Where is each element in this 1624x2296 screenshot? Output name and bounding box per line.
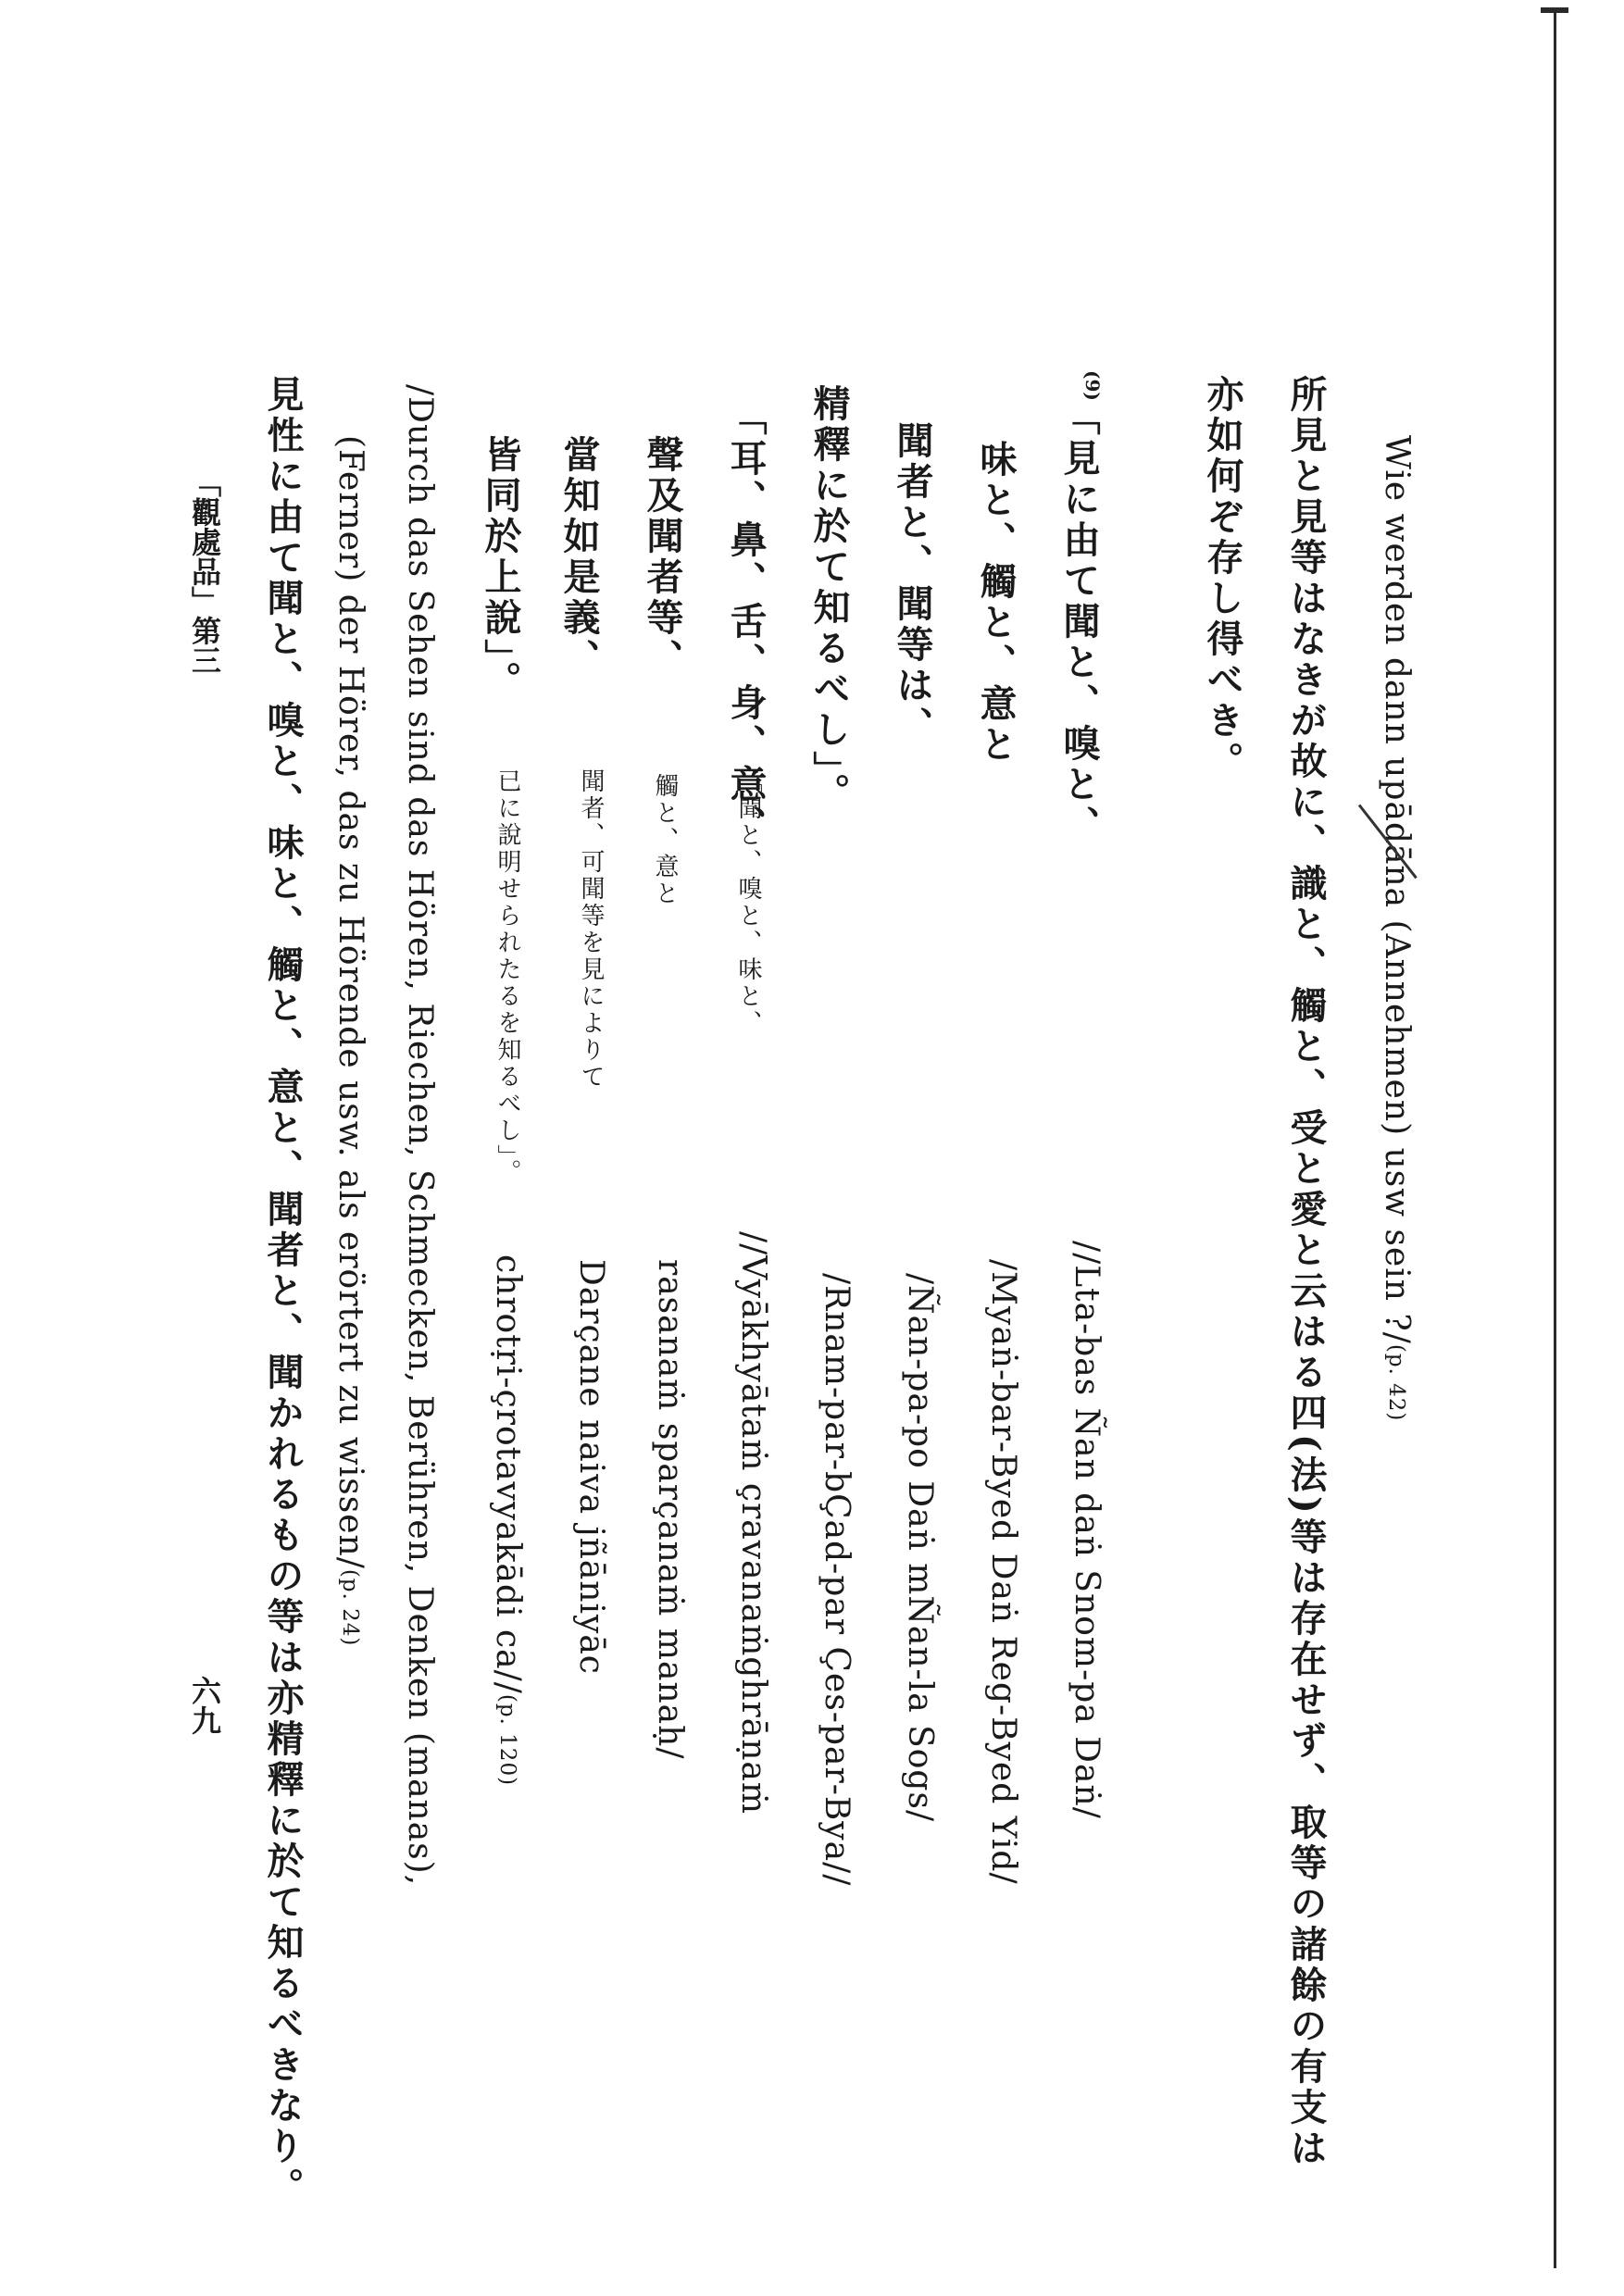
text-line: Wie werden dann upādāna (Annehmen) usw sein ?/: [1378, 435, 1416, 1344]
gloss-line-2: 觸と、意と: [651, 773, 679, 907]
verse-line-1: 「見に由て聞と、嗅と、: [1057, 398, 1101, 846]
gloss-line-4: 已に說明せられたるを知るべし」。: [493, 768, 521, 1186]
gloss-line-1: 「聞と、嗅と、味と、: [734, 768, 762, 1037]
gloss-line-3: 聞者、可聞等を見によりて: [577, 768, 605, 1091]
sanskrit-line-3: Darçane naiva jñāniyāc: [572, 1259, 610, 1675]
chinese-verse-line-4: 皆同於上說」。: [479, 435, 522, 702]
japanese-translation-line: 見性に由て聞と、嗅と、味と、觸と、意と、聞者と、聞かれるもの等は亦精釋に於て知るべきなり。: [261, 375, 305, 2208]
verse-line-4: 精釋に於て知るべし」。: [807, 384, 851, 814]
text-line: chrotṛi-çrotavyakādi ca//: [489, 1254, 527, 1694]
tibetan-line-4: /Rnam-par-bÇad-par Çes-par-Bya//: [818, 1273, 856, 1887]
japanese-commentary-line-end: 亦如何ぞ存し得べき。: [1201, 375, 1244, 782]
running-head: 「觀處品」第三: [187, 468, 222, 675]
verse-line-3: 聞者と、聞等は、: [891, 421, 934, 747]
german-translation-line-1: /Durch das Sehen sind das Hören, Riechen, Schmecken, Berühren, Denken (manas),: [401, 384, 439, 1887]
page-number: 六九: [187, 1676, 222, 1735]
chinese-verse-line-2: 聲及聞者等、: [641, 435, 684, 680]
page-reference: (p. 42): [1384, 1343, 1408, 1422]
german-translation-line-2: [333, 435, 367, 1646]
sanskrit-line-1: //Vyākhyātaṁ çravanaṁghrāṇaṁ: [734, 1231, 772, 1816]
text-line: (Ferner) der Hörer, das zu Hörende usw. als erörtert zu wissen/: [331, 435, 369, 1569]
chinese-verse-line-1: 「耳、鼻、舌、身、意、: [724, 398, 768, 846]
page-reference: (p. 24): [338, 1568, 362, 1647]
page-edge-rule: [1554, 9, 1556, 2268]
japanese-commentary-line: 所見と見等はなきが故に、識と、觸と、受と愛と云はる四(法)等は存在せず、取等の諸餘の有支は: [1284, 375, 1328, 2169]
tibetan-line-2: /Myaṅ-bar-Byed Daṅ Reg-Byed Yid/: [984, 1259, 1022, 1885]
chinese-verse-line-3: 當知如是義、: [557, 435, 601, 680]
german-line-upadana: [1378, 435, 1416, 1422]
sanskrit-line-4: [489, 1254, 527, 1787]
page-reference: (p. 120): [495, 1693, 519, 1787]
verse-line-2: 味と、觸と、意と: [974, 440, 1018, 766]
tibetan-line-1: //Lta-bas Ñan daṅ Snom-pa Daṅ/: [1068, 1241, 1106, 1819]
sanskrit-line-2: rasanaṁ sparçanaṁ manaḥ/: [651, 1259, 689, 1760]
verse-number: (9): [1081, 370, 1104, 401]
tibetan-line-3: /Ñan-pa-po Daṅ mÑan-la Sogs/: [901, 1273, 939, 1823]
